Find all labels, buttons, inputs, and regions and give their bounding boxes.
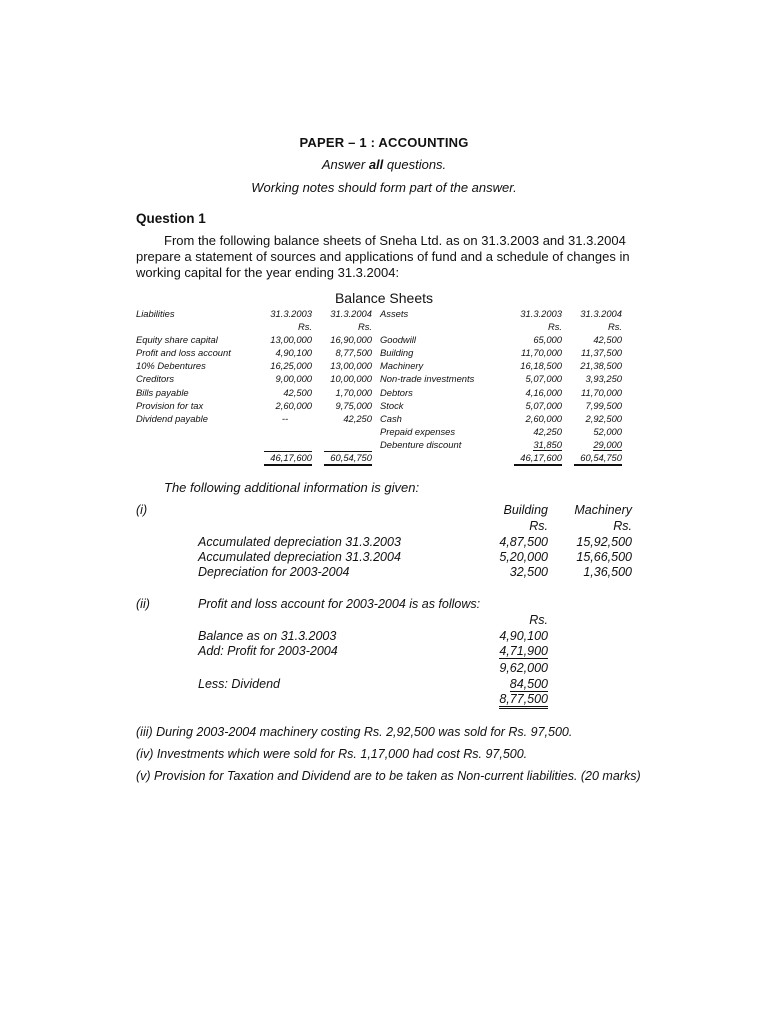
total-liab-y2-cell (314, 451, 374, 464)
asset-value-y2: 52,000 (593, 425, 622, 437)
asset-label: Goodwill (380, 334, 416, 346)
pl-profit-cell (488, 644, 548, 658)
unit-liab-y1: Rs. (297, 321, 312, 333)
header-assets: Assets (380, 308, 409, 319)
balance-sheet-title: Balance Sheets (334, 290, 434, 306)
liability-value-y2 (314, 438, 374, 451)
asset-value-y2: 42,500 (593, 334, 622, 346)
table-row (134, 386, 624, 399)
asset-value-y1: 65,000 (533, 334, 562, 346)
asset-value-y1: 5,07,000 (525, 373, 562, 385)
header-liab-y1: 31.3.2003 (270, 308, 312, 319)
asset-value-y1: 31,850 (533, 438, 562, 450)
liability-value-y2: 42,250 (343, 412, 372, 424)
machinery-unit: Rs. (613, 519, 632, 533)
asset-label: Cash (380, 412, 402, 424)
asset-value-y2: 2,92,500 (585, 412, 622, 424)
liability-value-y2: 16,90,000 (330, 334, 372, 346)
unit-asset-y2: Rs. (607, 321, 622, 333)
dep-row-label: Accumulated depreciation 31.3.2004 (198, 550, 401, 564)
total-asset-y1: 46,17,600 (514, 452, 562, 466)
total-asset-y1-cell (502, 451, 564, 464)
liability-value-y2: 10,00,000 (330, 373, 372, 385)
dep-machinery-value: 1,36,500 (583, 565, 632, 579)
header-asset-y1: 31.3.2003 (520, 308, 562, 319)
table-row (134, 372, 624, 385)
liability-label (134, 425, 256, 438)
liability-label: Profit and loss account (136, 347, 231, 359)
question-heading: Question 1 (136, 211, 206, 226)
dep-row-label: Accumulated depreciation 31.3.2003 (198, 535, 401, 549)
asset-label: Stock (380, 399, 404, 411)
header-liab-y2: 31.3.2004 (330, 308, 372, 319)
total-liab-y2: 60,54,750 (324, 451, 372, 466)
asset-value-y2: 29,000 (593, 438, 622, 450)
balance-sheet-unit-row (134, 320, 624, 333)
asset-value-y1: 42,250 (533, 425, 562, 437)
pl-dividend-value: 84,500 (509, 677, 548, 691)
dep-building-value: 5,20,000 (499, 550, 548, 564)
dep-building-value: 4,87,500 (499, 535, 548, 549)
liability-label: Provision for tax (136, 399, 204, 411)
total-liab-y1: 46,17,600 (264, 451, 312, 466)
pl-profit-label: Add: Profit for 2003-2004 (198, 644, 338, 658)
pl-balance-value: 4,90,100 (499, 629, 548, 643)
liability-value-y2: 1,70,000 (335, 386, 372, 398)
table-row (134, 346, 624, 359)
asset-value-y1: 4,16,000 (525, 386, 562, 398)
answer-text-pre: Answer (321, 157, 369, 172)
working-notes-line: Working notes should form part of the answer. (251, 180, 517, 195)
answer-all-line (0, 157, 768, 172)
liability-label: Dividend payable (136, 412, 208, 424)
dep-machinery-value: 15,92,500 (576, 535, 632, 549)
item-iv: (iv) Investments which were sold for Rs. 1,17,000 had cost Rs. 97,500. (136, 747, 528, 761)
liability-value-y1: 16,25,000 (270, 360, 312, 372)
pl-dividend-label: Less: Dividend (198, 677, 280, 691)
answer-text-post: questions. (383, 157, 447, 172)
building-col-header: Building (503, 503, 548, 517)
liability-value-y1 (256, 425, 314, 438)
liability-value-y2: 9,75,000 (335, 399, 372, 411)
liability-label (134, 438, 256, 451)
liability-value-y1: 4,90,100 (275, 347, 312, 359)
liability-value-y1 (256, 438, 314, 451)
liability-value-y1: 2,60,000 (275, 399, 312, 411)
item-iii: (iii) During 2003-2004 machinery costing Rs. 2,92,500 was sold for Rs. 97,500. (136, 725, 573, 739)
pl-unit: Rs. (529, 613, 548, 627)
item-i-number: (i) (136, 503, 148, 517)
asset-label: Prepaid expenses (380, 425, 456, 437)
liability-value-y1: -- (281, 412, 289, 424)
table-row (134, 438, 624, 451)
liability-value-y2: 8,77,500 (335, 347, 372, 359)
dep-building-value: 32,500 (509, 565, 548, 579)
asset-label: Debtors (380, 386, 413, 398)
table-row (134, 359, 624, 372)
asset-value-y2: 11,70,000 (580, 386, 622, 398)
asset-value-y1: 2,60,000 (525, 412, 562, 424)
asset-value-y2-cell (564, 438, 624, 451)
balance-sheet-header-row (134, 307, 624, 320)
liability-value-y2 (314, 425, 374, 438)
table-row (134, 412, 624, 425)
asset-value-y1-cell (502, 438, 564, 451)
asset-label: Non-trade investments (380, 373, 475, 385)
item-v: (v) Provision for Taxation and Dividend are to be taken as Non-current liabilities. (20 marks) (136, 769, 641, 783)
unit-liab-y2: Rs. (357, 321, 372, 333)
building-unit: Rs. (529, 519, 548, 533)
pl-subtotal-value: 9,62,000 (499, 661, 548, 675)
liability-value-y2: 13,00,000 (330, 360, 372, 372)
table-row (134, 399, 624, 412)
question-intro-text: From the following balance sheets of Sneha Ltd. as on 31.3.2003 and 31.3.2004 prepare a statement of sources and applications of fund and a schedule of changes in working capital for the year ending 31.3.2004: (136, 233, 630, 280)
balance-sheet-total-row (134, 451, 624, 464)
liability-label: Bills payable (136, 386, 189, 398)
dep-machinery-value: 15,66,500 (576, 550, 632, 564)
table-row (134, 333, 624, 346)
asset-value-y1: 16,18,500 (520, 360, 562, 372)
balance-sheet-table (134, 307, 624, 464)
question-intro (136, 233, 636, 281)
paper-title: PAPER – 1 : ACCOUNTING (299, 135, 469, 150)
asset-label: Machinery (380, 360, 424, 372)
asset-value-y1: 5,07,000 (525, 399, 562, 411)
asset-value-y2: 3,93,250 (585, 373, 622, 385)
pl-total-value: 8,77,500 (499, 692, 548, 709)
answer-text-bold: all (368, 157, 384, 172)
dep-row-label: Depreciation for 2003-2004 (198, 565, 350, 579)
liability-label: 10% Debentures (136, 360, 206, 372)
liability-value-y1: 42,500 (283, 386, 312, 398)
liability-label: Equity share capital (136, 334, 218, 346)
liability-value-y1: 13,00,000 (270, 334, 312, 346)
machinery-col-header: Machinery (574, 503, 632, 517)
additional-info-lead: The following additional information is given: (164, 480, 420, 495)
header-asset-y2: 31.3.2004 (580, 308, 622, 319)
pl-intro-text: Profit and loss account for 2003-2004 is as follows: (198, 597, 481, 611)
total-asset-y2: 60,54,750 (574, 452, 622, 466)
table-row (134, 425, 624, 438)
liability-value-y1: 9,00,000 (275, 373, 312, 385)
unit-asset-y1: Rs. (547, 321, 562, 333)
asset-label: Debenture discount (380, 438, 462, 450)
item-ii-number: (ii) (136, 597, 150, 611)
pl-total-cell (488, 692, 548, 706)
asset-value-y1: 11,70,000 (520, 347, 562, 359)
total-asset-y2-cell (564, 451, 624, 464)
total-liab-y1-cell (256, 451, 314, 464)
pl-balance-label: Balance as on 31.3.2003 (198, 629, 337, 643)
asset-value-y2: 7,99,500 (585, 399, 622, 411)
asset-label: Building (380, 347, 414, 359)
asset-value-y2: 21,38,500 (580, 360, 622, 372)
asset-value-y2: 11,37,500 (580, 347, 622, 359)
pl-profit-value: 4,71,900 (499, 644, 548, 658)
pl-dividend-cell (488, 677, 548, 691)
header-liabilities: Liabilities (136, 308, 175, 319)
liability-label: Creditors (136, 373, 175, 385)
